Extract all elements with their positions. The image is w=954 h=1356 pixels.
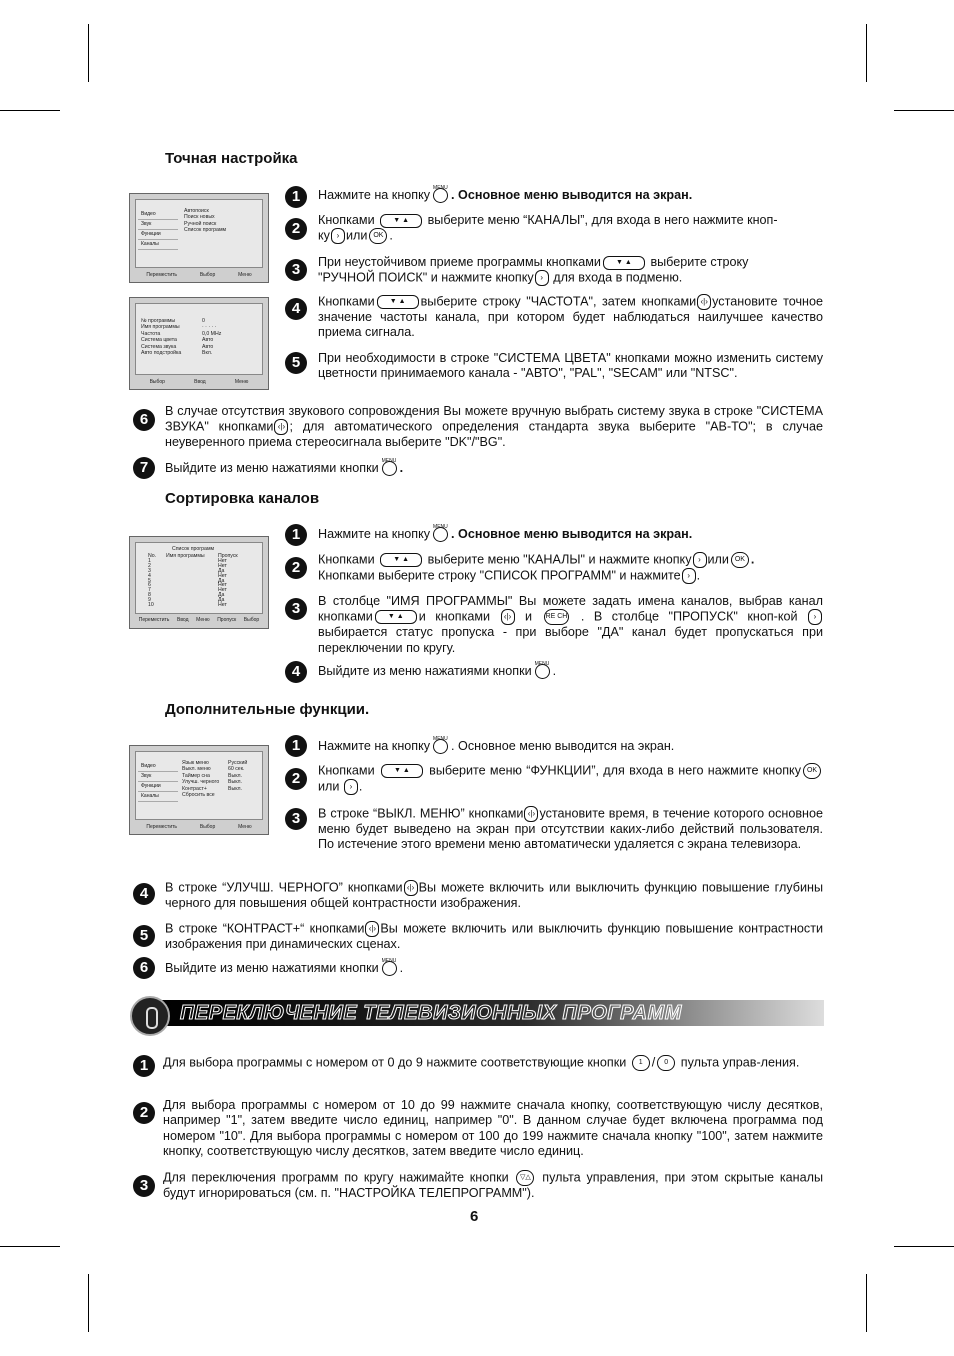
text: . Основное меню выводится на экран.	[451, 739, 675, 753]
text: установите время, в течение которого основное меню будет выведено на экран при отсутствии каких-либо действий пользователя. По истечение этого времени меню автоматически удаляется с экрана телевизора.	[318, 806, 823, 852]
step-number: 2	[285, 557, 307, 579]
step-text	[165, 961, 665, 976]
crop-mark	[894, 1246, 954, 1247]
row-number: 2	[148, 563, 151, 570]
text: пульта управления, при этом скрытые каналы будут игнорироваться (см. п. "НАСТРОЙКА ТЕЛЕПРОГРАММ").	[163, 1170, 823, 1200]
step-text	[318, 213, 823, 244]
text: В строке “ВЫКЛ. МЕНЮ” кнопками	[318, 806, 524, 821]
footer-hint: Ввод	[177, 617, 189, 623]
skip-value: Да	[218, 591, 225, 598]
menu-button-icon	[382, 961, 397, 976]
skip-value: Нет	[218, 558, 227, 565]
page-number: 6	[470, 1208, 479, 1225]
text: Выйдите из меню нажатиями кнопки	[165, 961, 379, 975]
text: .	[399, 461, 404, 475]
row-number: 6	[148, 582, 151, 589]
row-number: 10	[148, 601, 154, 608]
text: При неустойчивом приеме программы кнопками	[318, 255, 601, 269]
skip-value: Нет	[218, 582, 227, 589]
skip-value: Нет	[218, 601, 227, 608]
list-title: Список программ	[172, 546, 215, 552]
skip-value: Нет	[218, 587, 227, 594]
footer-hint: Переместить	[138, 617, 170, 623]
step-number: 1	[285, 735, 307, 757]
skip-value: Нет	[218, 563, 227, 570]
screen-panel	[135, 751, 263, 820]
text: В строке “УЛУЧШ. ЧЕРНОГО” кнопками	[165, 880, 403, 895]
text: ; для автоматического определения стандарта звука выберите "АВ-ТО"; в случае неуверенного приема стереосигнала выберите "DK"/"BG".	[165, 419, 823, 450]
left-right-arrows-icon: ‹|›	[404, 880, 418, 896]
sidebar-item: Звук	[138, 772, 178, 782]
skip-value: Да	[218, 577, 225, 584]
sidebar-item: Видео	[138, 210, 178, 220]
text: В случае отсутствия звукового сопровождения Вы можете вручную выбрать систему звука в строке "СИСТЕМА ЗВУКА" кнопками	[165, 404, 823, 434]
sidebar-item: Функции	[138, 782, 178, 792]
tv-functions-screenshot	[129, 745, 269, 835]
sidebar-item: Звук	[138, 220, 178, 230]
up-down-buttons-icon: ▼ ▲	[375, 610, 417, 624]
step-text	[318, 255, 823, 286]
digit-0-button-icon: 0	[657, 1055, 675, 1071]
left-right-arrows-icon: ‹|›	[274, 419, 288, 435]
text: и кнопками	[418, 609, 491, 624]
menu-item: Автопоиск	[184, 208, 209, 214]
footer-hint: Переместить	[146, 824, 178, 830]
text: . В столбце "ПРОПУСК" кноп-кой	[580, 609, 798, 624]
left-right-arrows-icon: ‹|›	[697, 294, 711, 310]
skip-value: Нет	[218, 572, 227, 579]
text: Кнопками	[318, 213, 375, 227]
setting-label: Выкл. меню	[182, 766, 211, 773]
up-down-buttons-icon: ▼ ▲	[380, 214, 422, 228]
up-down-buttons-icon: ▼ ▲	[381, 764, 423, 778]
row-number: 3	[148, 568, 151, 574]
sidebar-item: Функции	[138, 230, 178, 240]
setting-values	[228, 760, 247, 792]
step-text: При необходимости в строке "СИСТЕМА ЦВЕТА" кнопками можно изменить систему цветности принимаемого канала - "АВТО", "PAL", "SECAM" или "NTSC".	[318, 351, 823, 381]
footer-hint: Переместить	[146, 272, 178, 278]
setting-label: Система цвета	[141, 337, 177, 344]
step-number: 2	[133, 1102, 155, 1124]
banner-title: ПЕРЕКЛЮЧЕНИЕ ТЕЛЕВИЗИОННЫХ ПРОГРАММ	[180, 1002, 682, 1024]
step-number: 4	[133, 883, 155, 905]
row-number: 4	[148, 572, 151, 579]
channel-down-up-icon: ▽△	[516, 1170, 534, 1186]
text: Нажмите на кнопку	[318, 739, 431, 753]
row-number: 9	[148, 596, 151, 603]
footer-hint: Выбор	[199, 824, 216, 830]
text: точное значение частоты канала, при котором будет наблюдаться наилучшее качество приема сигнала.	[318, 294, 824, 340]
screen-panel	[135, 542, 263, 614]
list-col-no	[148, 553, 156, 607]
column-header: No.	[148, 553, 157, 559]
footer-hint: Ввод	[194, 379, 206, 385]
setting-value: Выкл.	[228, 779, 242, 786]
step-text	[318, 739, 823, 754]
step-number: 1	[285, 186, 307, 208]
text: Выйдите из меню нажатиями кнопки	[318, 664, 532, 678]
up-down-buttons-icon: ▼ ▲	[377, 295, 419, 309]
text: выбирается статус пропуска - при выборе "ДА" канал будет пропускаться при переключении по кругу.	[318, 625, 823, 655]
footer-hint: Выбор	[243, 617, 260, 623]
right-arrow-icon: ›	[331, 228, 345, 244]
right-arrow-icon: ›	[344, 779, 358, 795]
setting-label: Авто подстройка	[141, 350, 182, 357]
screen-panel	[135, 303, 263, 375]
row-number: 8	[148, 591, 151, 598]
setting-value: Вкл.	[202, 350, 213, 357]
screen-footer	[135, 614, 263, 626]
setting-value: Авто	[202, 337, 214, 344]
setting-value: 0,0 MHz	[202, 330, 222, 337]
screen-footer	[135, 822, 263, 832]
setting-label: Улучш. черного	[182, 779, 220, 786]
step-number: 5	[133, 925, 155, 947]
text: Выйдите из меню нажатиями кнопки	[165, 461, 379, 475]
text: Кнопками	[318, 552, 375, 567]
setting-labels	[141, 318, 181, 356]
right-arrow-icon: ›	[808, 609, 822, 625]
step-text	[165, 880, 823, 911]
list-col-name: Имя программы	[166, 553, 205, 559]
step-text	[318, 294, 823, 341]
setting-label: Контраст+	[182, 785, 207, 792]
text: или	[318, 779, 340, 794]
footer-hint: Выбор	[149, 379, 165, 385]
section-banner	[128, 996, 824, 1036]
setting-value: · · · · ·	[202, 324, 217, 331]
footer-hint: Меню	[238, 272, 252, 278]
text: .	[358, 779, 363, 794]
text: .	[552, 664, 557, 678]
setting-label: Имя программы	[141, 324, 180, 331]
text: или	[345, 228, 368, 243]
text: установите	[712, 294, 778, 309]
menu-item: Ручной поиск	[184, 220, 217, 227]
section-title-fine-tune: Точная настройка	[165, 150, 298, 167]
crop-mark	[866, 1274, 867, 1332]
row-number: 7	[148, 587, 151, 594]
step-number: 7	[133, 457, 155, 479]
skip-value: Да	[218, 568, 225, 574]
menu-button-icon	[433, 739, 448, 754]
sidebar-item: Каналы	[138, 792, 178, 802]
setting-label: Система звука	[141, 343, 177, 350]
menu-item: Поиск новых	[184, 214, 215, 221]
text: . Основное меню выводится на экран.	[451, 527, 693, 541]
screen-sidebar	[138, 210, 178, 250]
setting-value: Выкл.	[228, 772, 242, 779]
text: .	[399, 961, 404, 975]
setting-labels	[182, 760, 219, 798]
setting-value: 60 сек.	[228, 766, 245, 773]
crop-mark	[894, 110, 954, 111]
text: Кнопками	[318, 294, 375, 309]
ok-button-icon: OK	[803, 763, 821, 779]
crop-mark	[0, 110, 60, 111]
menu-button-icon	[382, 461, 397, 476]
left-right-arrows-icon: ‹|›	[365, 921, 379, 937]
text: В столбце "ИМЯ ПРОГРАММЫ" Вы можете задать имена каналов, выбрав канал кнопками	[318, 594, 823, 624]
text: "РУЧНОЙ ПОИСК" и нажмите кнопку	[318, 270, 534, 285]
step-number: 6	[133, 409, 155, 431]
setting-values	[202, 318, 221, 356]
step-text	[318, 763, 823, 795]
step-number: 3	[285, 598, 307, 620]
setting-label: Таймер сна	[182, 772, 210, 779]
step-number: 4	[285, 661, 307, 683]
step-text	[163, 1170, 823, 1201]
text: Для переключения программ по кругу нажимайте кнопки	[163, 1170, 509, 1185]
text: выберите меню “КАНАЛЫ”, для входа в него нажмите кноп-	[427, 213, 778, 227]
skip-value: Да	[218, 596, 225, 603]
text: или	[707, 552, 729, 567]
ok-button-icon: OK	[369, 228, 387, 244]
step-number: 6	[133, 957, 155, 979]
left-right-arrows-icon: ‹|›	[501, 609, 515, 625]
right-arrow-icon: ›	[682, 568, 696, 584]
text: .	[696, 568, 701, 583]
menu-items	[184, 208, 226, 234]
text: выберите строку "ЧАСТОТА", затем кнопками	[420, 294, 697, 309]
setting-value: Выкл.	[228, 785, 242, 792]
row-number: 1	[148, 558, 151, 565]
step-number: 4	[285, 298, 307, 320]
column-header: Пропуск	[218, 553, 238, 559]
footer-hint: Пропуск	[217, 617, 237, 623]
footer-hint: Меню	[238, 824, 252, 830]
sidebar-item: Видео	[138, 762, 178, 772]
menu-button-icon	[433, 527, 448, 542]
menu-button-icon	[433, 188, 448, 203]
text: Вы можете включить или выключить функцию повышение контрастности изображения при динамических сценах.	[165, 921, 824, 951]
step-text	[318, 527, 823, 542]
text: В строке “КОНТРАСТ+“ кнопками	[165, 921, 365, 936]
footer-hint: Меню	[234, 379, 249, 385]
sidebar-item: Каналы	[138, 240, 178, 250]
crop-mark	[866, 24, 867, 82]
text: Нажмите на кнопку	[318, 188, 431, 202]
step-text	[318, 806, 823, 853]
setting-label: Сбросить все	[182, 792, 215, 799]
screen-panel	[135, 199, 263, 268]
text: Для выбора программы с номером от 0 до 9 нажмите соответствующие кнопки	[163, 1055, 627, 1070]
step-number: 2	[285, 768, 307, 790]
step-text	[165, 921, 823, 952]
text: Вы можете включить или выключить функцию повышение глубины черного для повышения общей контрастности изображения.	[165, 880, 823, 910]
setting-value: Русский	[228, 760, 248, 766]
row-number: 5	[148, 577, 151, 584]
list-col-skip	[218, 553, 238, 607]
text: Нажмите на кнопку	[318, 527, 431, 541]
step-text	[165, 404, 823, 451]
text: выберите строку	[650, 255, 749, 269]
step-text: Для выбора программы с номером от 0 до 9 нажмите соответствующие кнопки 1 / 0 пульта управ-ления.	[163, 1055, 800, 1070]
digit-1-button-icon: 1	[632, 1055, 650, 1071]
setting-value: 0	[202, 318, 205, 324]
text: Кнопками выберите строку "СПИСОК ПРОГРАММ" и нажмите	[318, 568, 681, 583]
step-text	[318, 664, 823, 679]
text: и	[525, 609, 533, 624]
crop-mark	[0, 1246, 60, 1247]
footer-hint: Меню	[196, 617, 210, 623]
ok-button-icon: OK	[731, 552, 749, 568]
up-down-buttons-icon: ▼ ▲	[603, 256, 645, 270]
screen-footer	[135, 377, 263, 387]
text: .	[389, 228, 393, 243]
step-text	[318, 594, 823, 656]
step-number: 3	[285, 259, 307, 281]
step-text	[165, 461, 665, 476]
text: для входа в подменю.	[553, 270, 683, 285]
setting-label: № программы	[141, 318, 176, 324]
menu-button-icon	[535, 664, 550, 679]
text: выберите меню “ФУНКЦИИ”, для входа в него нажмите кнопку	[429, 763, 802, 778]
crop-mark	[88, 24, 89, 82]
text: пульта управ-ления.	[680, 1055, 800, 1070]
menu-item: Список программ	[184, 227, 227, 234]
setting-value: Авто	[202, 343, 214, 350]
left-right-arrows-icon: ‹|›	[524, 806, 538, 822]
section-title-extra: Дополнительные функции.	[165, 701, 370, 718]
setting-label: Частота	[141, 330, 161, 337]
screen-sidebar	[138, 762, 178, 802]
text: ку	[318, 228, 330, 243]
power-icon	[130, 996, 170, 1036]
step-number: 5	[285, 352, 307, 374]
text: .	[750, 552, 755, 567]
step-number: 1	[133, 1055, 155, 1077]
text: Кнопками	[318, 763, 375, 778]
step-number: 3	[133, 1175, 155, 1197]
step-number: 1	[285, 524, 307, 546]
up-down-buttons-icon: ▼ ▲	[380, 553, 422, 567]
crop-mark	[88, 1274, 89, 1332]
text: выберите меню "КАНАЛЫ" и нажмите кнопку	[427, 552, 692, 567]
step-text	[318, 188, 823, 203]
step-text: Для выбора программы с номером от 10 до 99 нажмите сначала кнопку, соответствующую числу десятков, например "1", затем введите число единиц, например "0". В данном случае будет включена программа под номером "10". Для выбора программы с номером от 100 до 199 нажмите сначала кнопку "100", затем нажмите кнопку, соответствующую числу десятков, затем введите число единиц.	[163, 1098, 823, 1159]
right-arrow-icon: ›	[535, 270, 549, 286]
footer-hint: Выбор	[199, 272, 216, 278]
setting-label: Язык меню	[182, 760, 209, 766]
recall-button-icon: RE CH	[544, 609, 570, 625]
step-number: 2	[285, 218, 307, 240]
tv-program-list-screenshot	[129, 536, 269, 629]
step-text	[318, 552, 823, 584]
section-title-sort: Сортировка каналов	[165, 490, 320, 507]
tv-menu-screenshot	[129, 193, 269, 283]
tv-manual-search-screenshot	[129, 297, 269, 390]
text: . Основное меню выводится на экран.	[451, 188, 693, 202]
right-arrow-icon: ›	[693, 552, 707, 568]
step-number: 3	[285, 808, 307, 830]
screen-footer	[135, 270, 263, 280]
